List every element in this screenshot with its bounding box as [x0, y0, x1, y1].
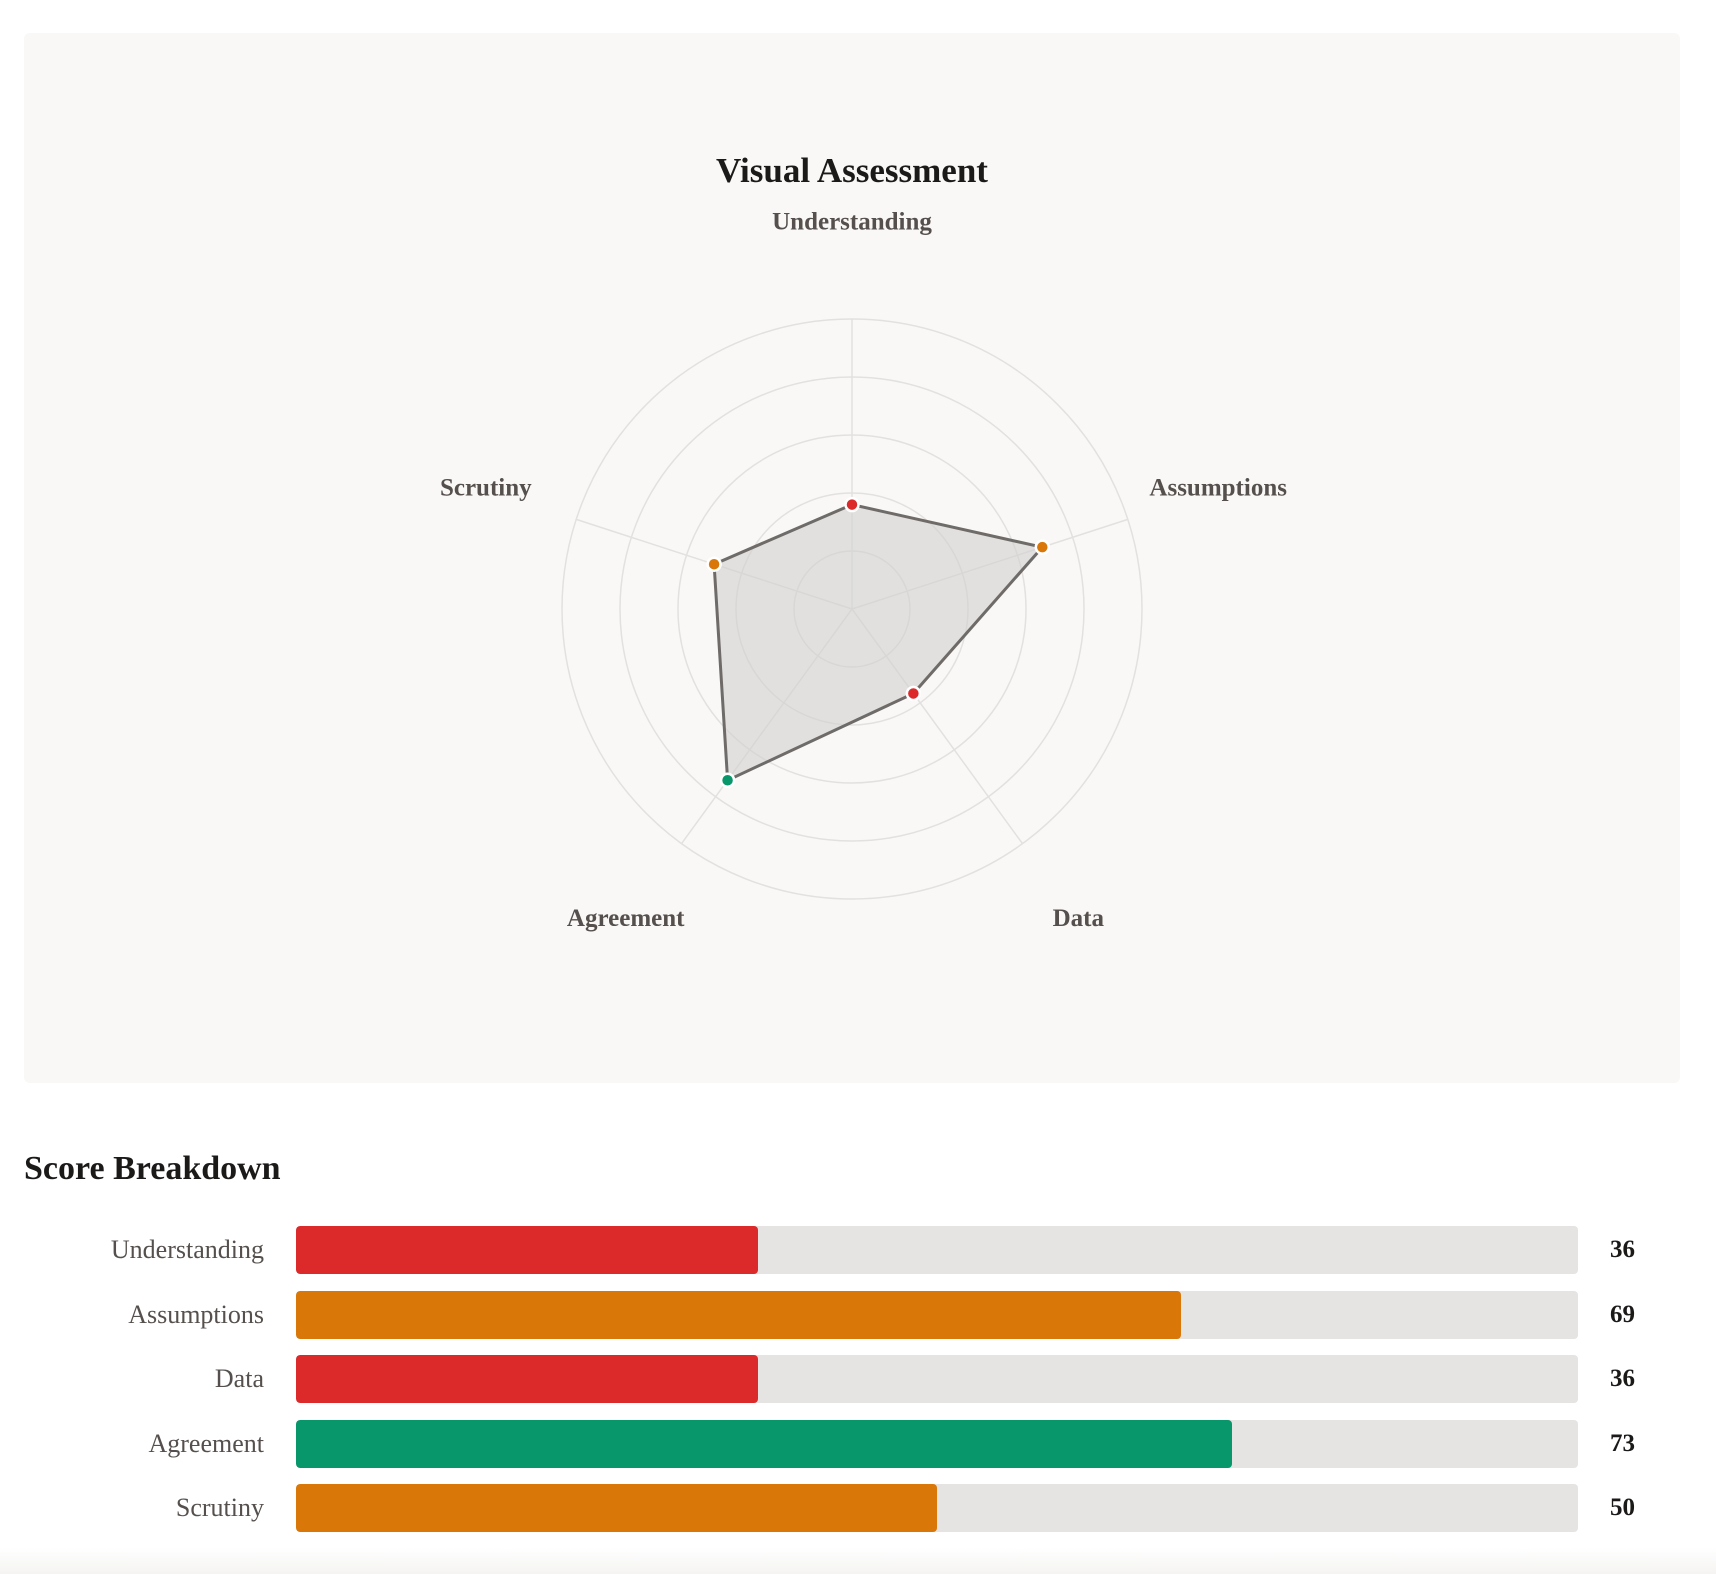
radar-point-agreement	[721, 774, 734, 787]
score-row-agreement	[0, 1420, 1716, 1485]
score-value-agreement: 73	[1610, 1429, 1635, 1457]
score-breakdown-title: Score Breakdown	[24, 1150, 281, 1187]
radar-point-assumptions	[1036, 541, 1049, 554]
score-label-scrutiny: Scrutiny	[175, 1493, 264, 1522]
page-footer-band	[0, 1548, 1716, 1574]
score-label-assumptions: Assumptions	[128, 1299, 264, 1329]
radar-axis-label-agreement: Agreement	[566, 905, 685, 933]
score-breakdown-list	[0, 1226, 1716, 1549]
radar-chart	[24, 33, 1680, 1083]
score-bar-track-understanding	[296, 1226, 1578, 1274]
radar-axis-label-understanding: Understanding	[772, 208, 932, 236]
score-bar-assumptions	[296, 1291, 1181, 1339]
score-bar-scrutiny	[296, 1484, 937, 1532]
score-bar-track-data	[296, 1355, 1578, 1403]
score-bar-track-scrutiny	[296, 1484, 1578, 1532]
score-value-assumptions: 69	[1610, 1300, 1635, 1328]
score-value-data: 36	[1610, 1365, 1635, 1392]
score-value-understanding: 36	[1610, 1236, 1635, 1263]
score-label-understanding: Understanding	[110, 1235, 264, 1264]
score-bar-understanding	[296, 1226, 758, 1274]
radar-point-data	[907, 687, 920, 700]
score-row-understanding	[0, 1226, 1716, 1291]
radar-axis-label-scrutiny: Scrutiny	[439, 474, 532, 502]
radar-point-scrutiny	[708, 558, 721, 571]
score-row-scrutiny	[0, 1484, 1716, 1549]
radar-data-area	[714, 505, 1042, 781]
score-row-data	[0, 1355, 1716, 1420]
radar-data-polygon	[714, 505, 1042, 781]
score-bar-agreement	[296, 1420, 1232, 1468]
score-bar-track-assumptions	[296, 1291, 1578, 1339]
radar-axis-label-data: Data	[1052, 905, 1104, 933]
score-bar-track-agreement	[296, 1420, 1578, 1468]
radar-point-understanding	[846, 498, 859, 511]
radar-chart-title: Visual Assessment	[716, 151, 988, 190]
score-value-scrutiny: 50	[1610, 1494, 1635, 1521]
score-bar-data	[296, 1355, 758, 1403]
radar-chart-panel	[24, 33, 1680, 1083]
score-label-agreement: Agreement	[148, 1428, 264, 1458]
score-row-assumptions	[0, 1291, 1716, 1356]
score-label-data: Data	[214, 1364, 264, 1393]
radar-axis-label-assumptions: Assumptions	[1149, 474, 1287, 502]
